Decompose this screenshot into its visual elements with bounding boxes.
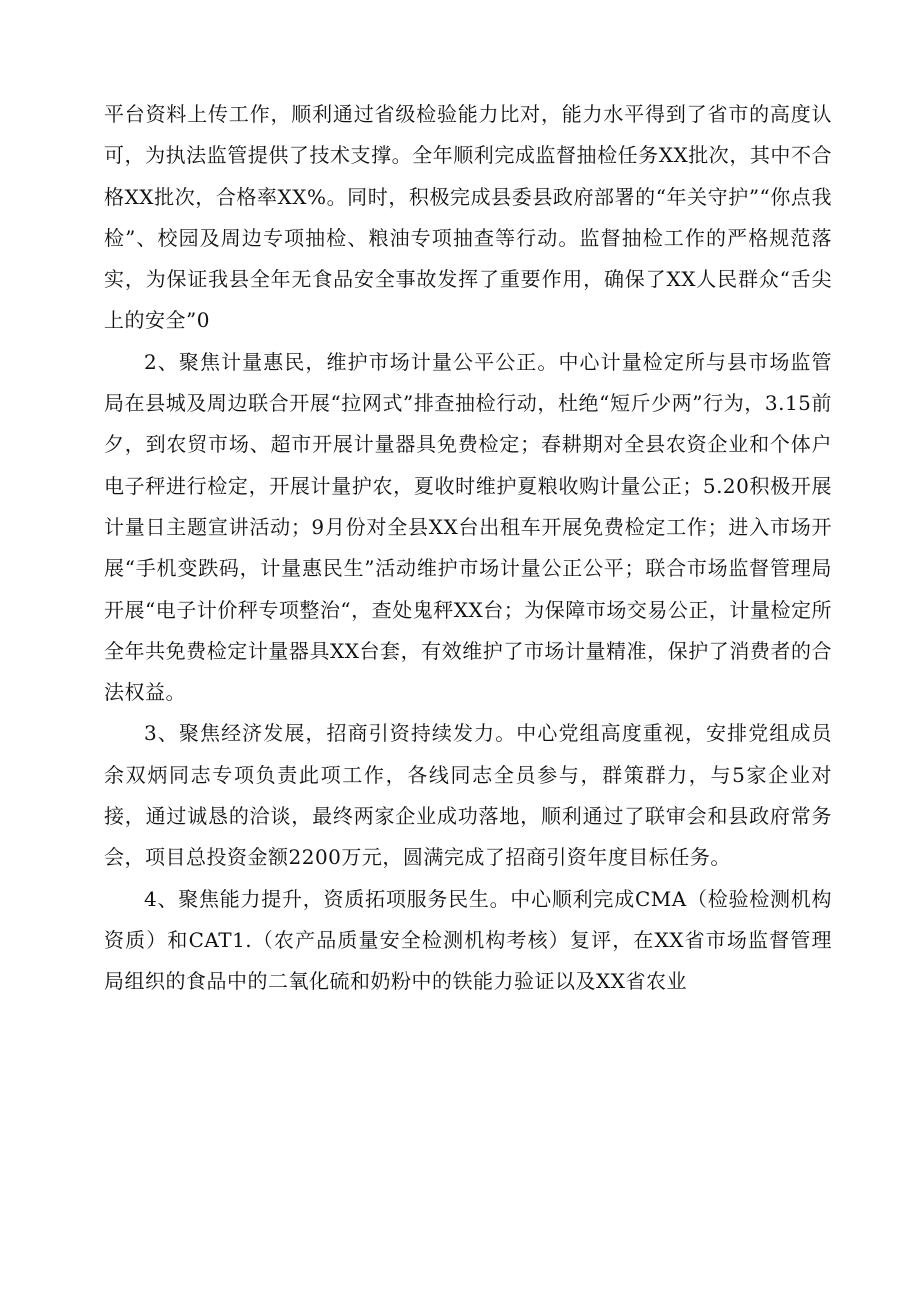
paragraph-investment: 3、聚焦经济发展，招商引资持续发力。中心党组高度重视，安排党组成员余双炳同志专项负责此项工作，各线同志全员参与，群策群力，与5家企业对接，通过诚恳的洽谈，最终两家企业成功落地，顺利通过了联审会和县政府常务会，项目总投资金额2200万元，圆满完成了招商引资年度目标任务。 — [104, 721, 832, 870]
body-text — [104, 94, 832, 1003]
paragraph-continuation: 平台资料上传工作，顺利通过省级检验能力比对，能力水平得到了省市的高度认可，为执法监管提供了技术支撑。全年顺利完成监督抽检任务XX批次，其中不合格XX批次，合格率XX%。同时，积极完成县委县政府部署的“年关守护”“你点我检”、校园及周边专项抽检、粮油专项抽查等行动。监督抽检工作的严格规范落实，为保证我县全年无食品安全事故发挥了重要作用，确保了XX人民群众“舌尖上的安全”0 — [104, 102, 832, 333]
paragraph-capability: 4、聚焦能力提升，资质拓项服务民生。中心顺利完成CMA（检验检测机构资质）和CAT1.（农产品质量安全检测机构考核）复评，在XX省市场监督管理局组织的食品中的二氧化硫和奶粉中的铁能力验证以及XX省农业 — [104, 886, 832, 994]
paragraph-metrology: 2、聚焦计量惠民，维护市场计量公平公正。中心计量检定所与县市场监管局在县城及周边联合开展“拉网式”排查抽检行动，杜绝“短斤少两”行为，3.15前夕，到农贸市场、超市开展计量器具免费检定；春耕期对全县农资企业和个体户电子秤进行检定，开展计量护农，夏收时维护夏粮收购计量公正；5.20积极开展计量日主题宣讲活动；9月份对全县XX台出租车开展免费检定工作；进入市场开展“手机变跌码，计量惠民生”活动维护市场计量公正公平；联合市场监督管理局开展“电子计价秤专项整治“，查处鬼秤XX台；为保障市场交易公正，计量检定所全年共免费检定计量器具XX台套，有效维护了市场计量精准，保护了消费者的合法权益。 — [104, 349, 832, 705]
